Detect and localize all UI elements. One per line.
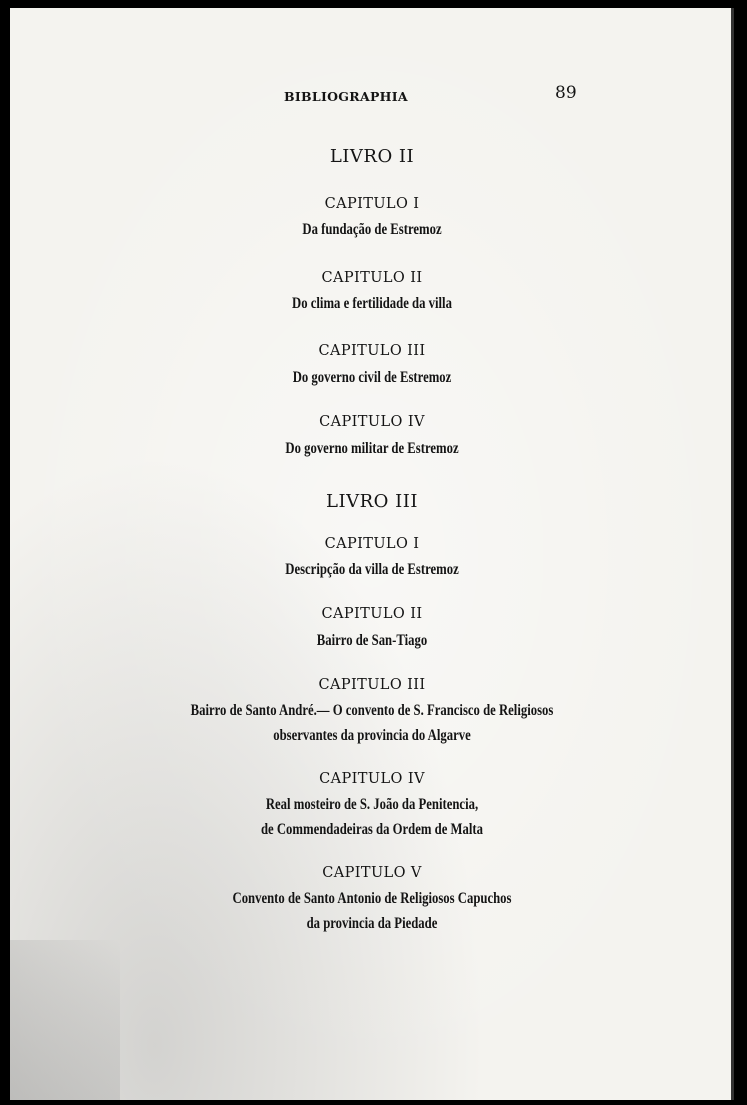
running-title: BIBLIOGRAPHIA <box>284 89 408 104</box>
book-3-chapter-3-label: CAPITULO III <box>318 677 426 693</box>
book-3-chapter-4-label: CAPITULO IV <box>319 771 425 787</box>
page-number: 89 <box>555 83 577 103</box>
book-2-chapter-1-label: CAPITULO I <box>324 196 420 212</box>
book-3-heading: LIVRO III <box>326 491 418 512</box>
book-3-chapter-4-title-line-2: de Commendadeiras da Ordem de Malta <box>260 821 484 838</box>
book-page <box>10 8 734 1100</box>
book-3-chapter-5-title-line-2: da provincia da Piedade <box>306 915 438 932</box>
page-edge-shadow <box>731 8 734 1100</box>
book-2-heading: LIVRO II <box>329 146 415 167</box>
page-corner-shading <box>10 940 120 1100</box>
book-2-chapter-4-title: Do governo militar de Estremoz <box>285 440 459 457</box>
book-3-chapter-5-title-line-1: Convento de Santo Antonio de Religiosos Capuchos <box>232 890 512 907</box>
book-3-chapter-3-title-line-1: Bairro de Santo André.— O convento de S. Francisco de Religiosos <box>190 702 554 719</box>
book-2-chapter-3-title: Do governo civil de Estremoz <box>292 369 452 386</box>
book-3-chapter-4-title-line-1: Real mosteiro de S. João da Penitencia, <box>265 796 479 813</box>
book-2-chapter-2-label: CAPITULO II <box>321 270 423 286</box>
book-3-chapter-5-label: CAPITULO V <box>322 865 422 881</box>
book-3-chapter-1-title: Descripção da villa de Estremoz <box>285 561 459 578</box>
book-3-chapter-2-label: CAPITULO II <box>321 606 423 622</box>
book-2-chapter-1-title: Da fundação de Estremoz <box>302 221 442 238</box>
book-2-chapter-3-label: CAPITULO III <box>318 343 426 359</box>
book-3-chapter-3-title-line-2: observantes da provincia do Algarve <box>273 727 471 744</box>
book-3-chapter-2-title: Bairro de San-Tiago <box>316 632 428 649</box>
book-2-chapter-4-label: CAPITULO IV <box>319 414 425 430</box>
book-3-chapter-1-label: CAPITULO I <box>324 536 420 552</box>
book-2-chapter-2-title: Do clima e fertilidade da villa <box>292 295 452 312</box>
